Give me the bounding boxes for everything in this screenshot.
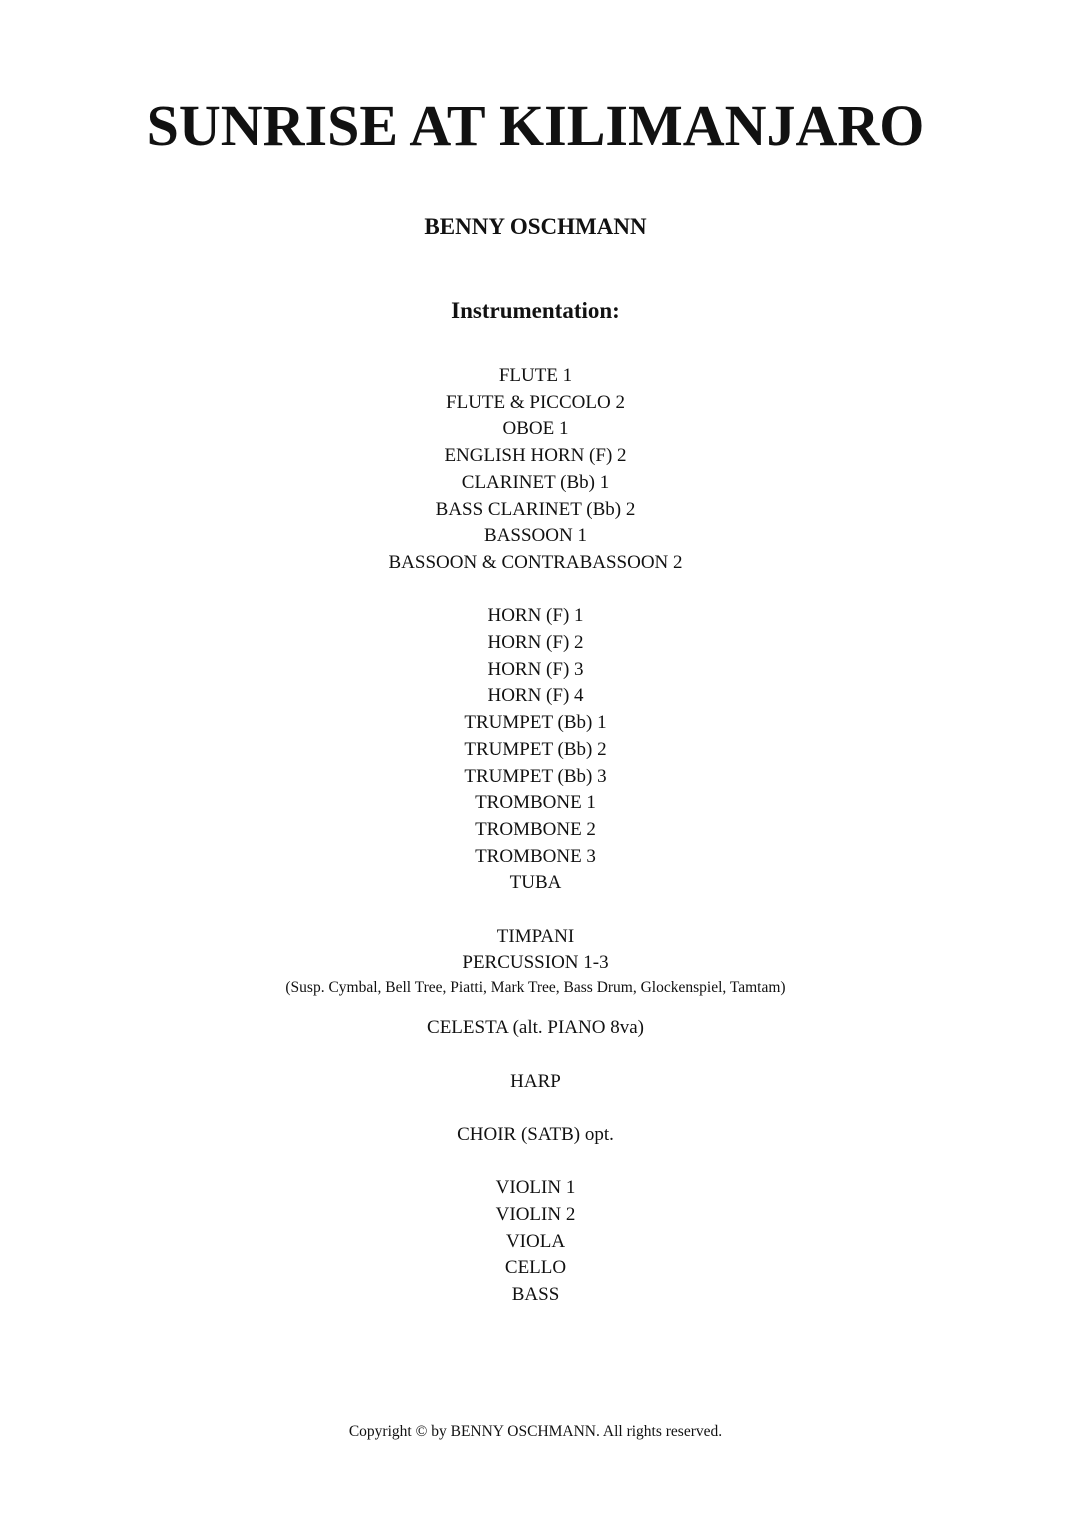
instrument-item: FLUTE & PICCOLO 2 [446,391,625,413]
percussion-group [0,924,1071,999]
instrument-item: HORN (F) 2 [487,632,584,654]
instrument-item: BASSOON 1 [484,525,587,547]
instrument-item: TRUMPET (Bb) 1 [464,712,607,734]
instrumentation-heading: Instrumentation: [451,298,620,323]
instrument-item: CLARINET (Bb) 1 [461,471,610,493]
instrument-item: CHOIR (SATB) opt. [457,1123,614,1145]
instrument-item: OBOE 1 [502,418,569,440]
instrument-item: BASS CLARINET (Bb) 2 [435,498,636,520]
celesta-group [0,1015,1071,1042]
instrument-item: TUBA [509,872,562,894]
instrument-item: VIOLA [505,1230,566,1252]
instrument-item: TROMBONE 1 [475,792,596,814]
instrumentation-list [0,363,1071,1309]
instrument-item: HORN (F) 4 [487,685,584,707]
instrument-item: PERCUSSION 1-3 [462,952,609,974]
instrument-item: HARP [510,1070,561,1092]
choir-group [0,1122,1071,1149]
instrument-item: TROMBONE 3 [475,845,596,867]
woodwinds-group [0,363,1071,577]
instrument-item: HORN (F) 1 [487,605,584,627]
instrument-item: CELLO [504,1257,567,1279]
copyright-notice: Copyright © by BENNY OSCHMANN. All rights reserved. [348,1423,723,1440]
instrument-item: HORN (F) 3 [487,658,584,680]
instrument-item: BASS [511,1284,560,1306]
instrument-item: TROMBONE 2 [475,818,596,840]
instrument-item: FLUTE 1 [498,365,573,386]
instrument-item: TIMPANI [496,925,575,947]
instrument-item: ENGLISH HORN (F) 2 [444,445,627,467]
instrument-item: CELESTA (alt. PIANO 8va) [427,1017,644,1039]
instrument-item: VIOLIN 2 [495,1204,576,1226]
harp-group [0,1069,1071,1096]
page-title: SUNRISE AT KILIMANJARO [146,93,925,158]
instrument-item: TRUMPET (Bb) 3 [464,765,607,787]
instrument-item: TRUMPET (Bb) 2 [464,738,607,760]
brass-group [0,603,1071,897]
instrument-item: BASSOON & CONTRABASSOON 2 [388,551,683,573]
composer-name: BENNY OSCHMANN [424,214,647,239]
strings-group [0,1175,1071,1309]
instrument-item: VIOLIN 1 [495,1177,576,1199]
percussion-note: (Susp. Cymbal, Bell Tree, Piatti, Mark Tree, Bass Drum, Glockenspiel, Tamtam) [285,979,786,997]
